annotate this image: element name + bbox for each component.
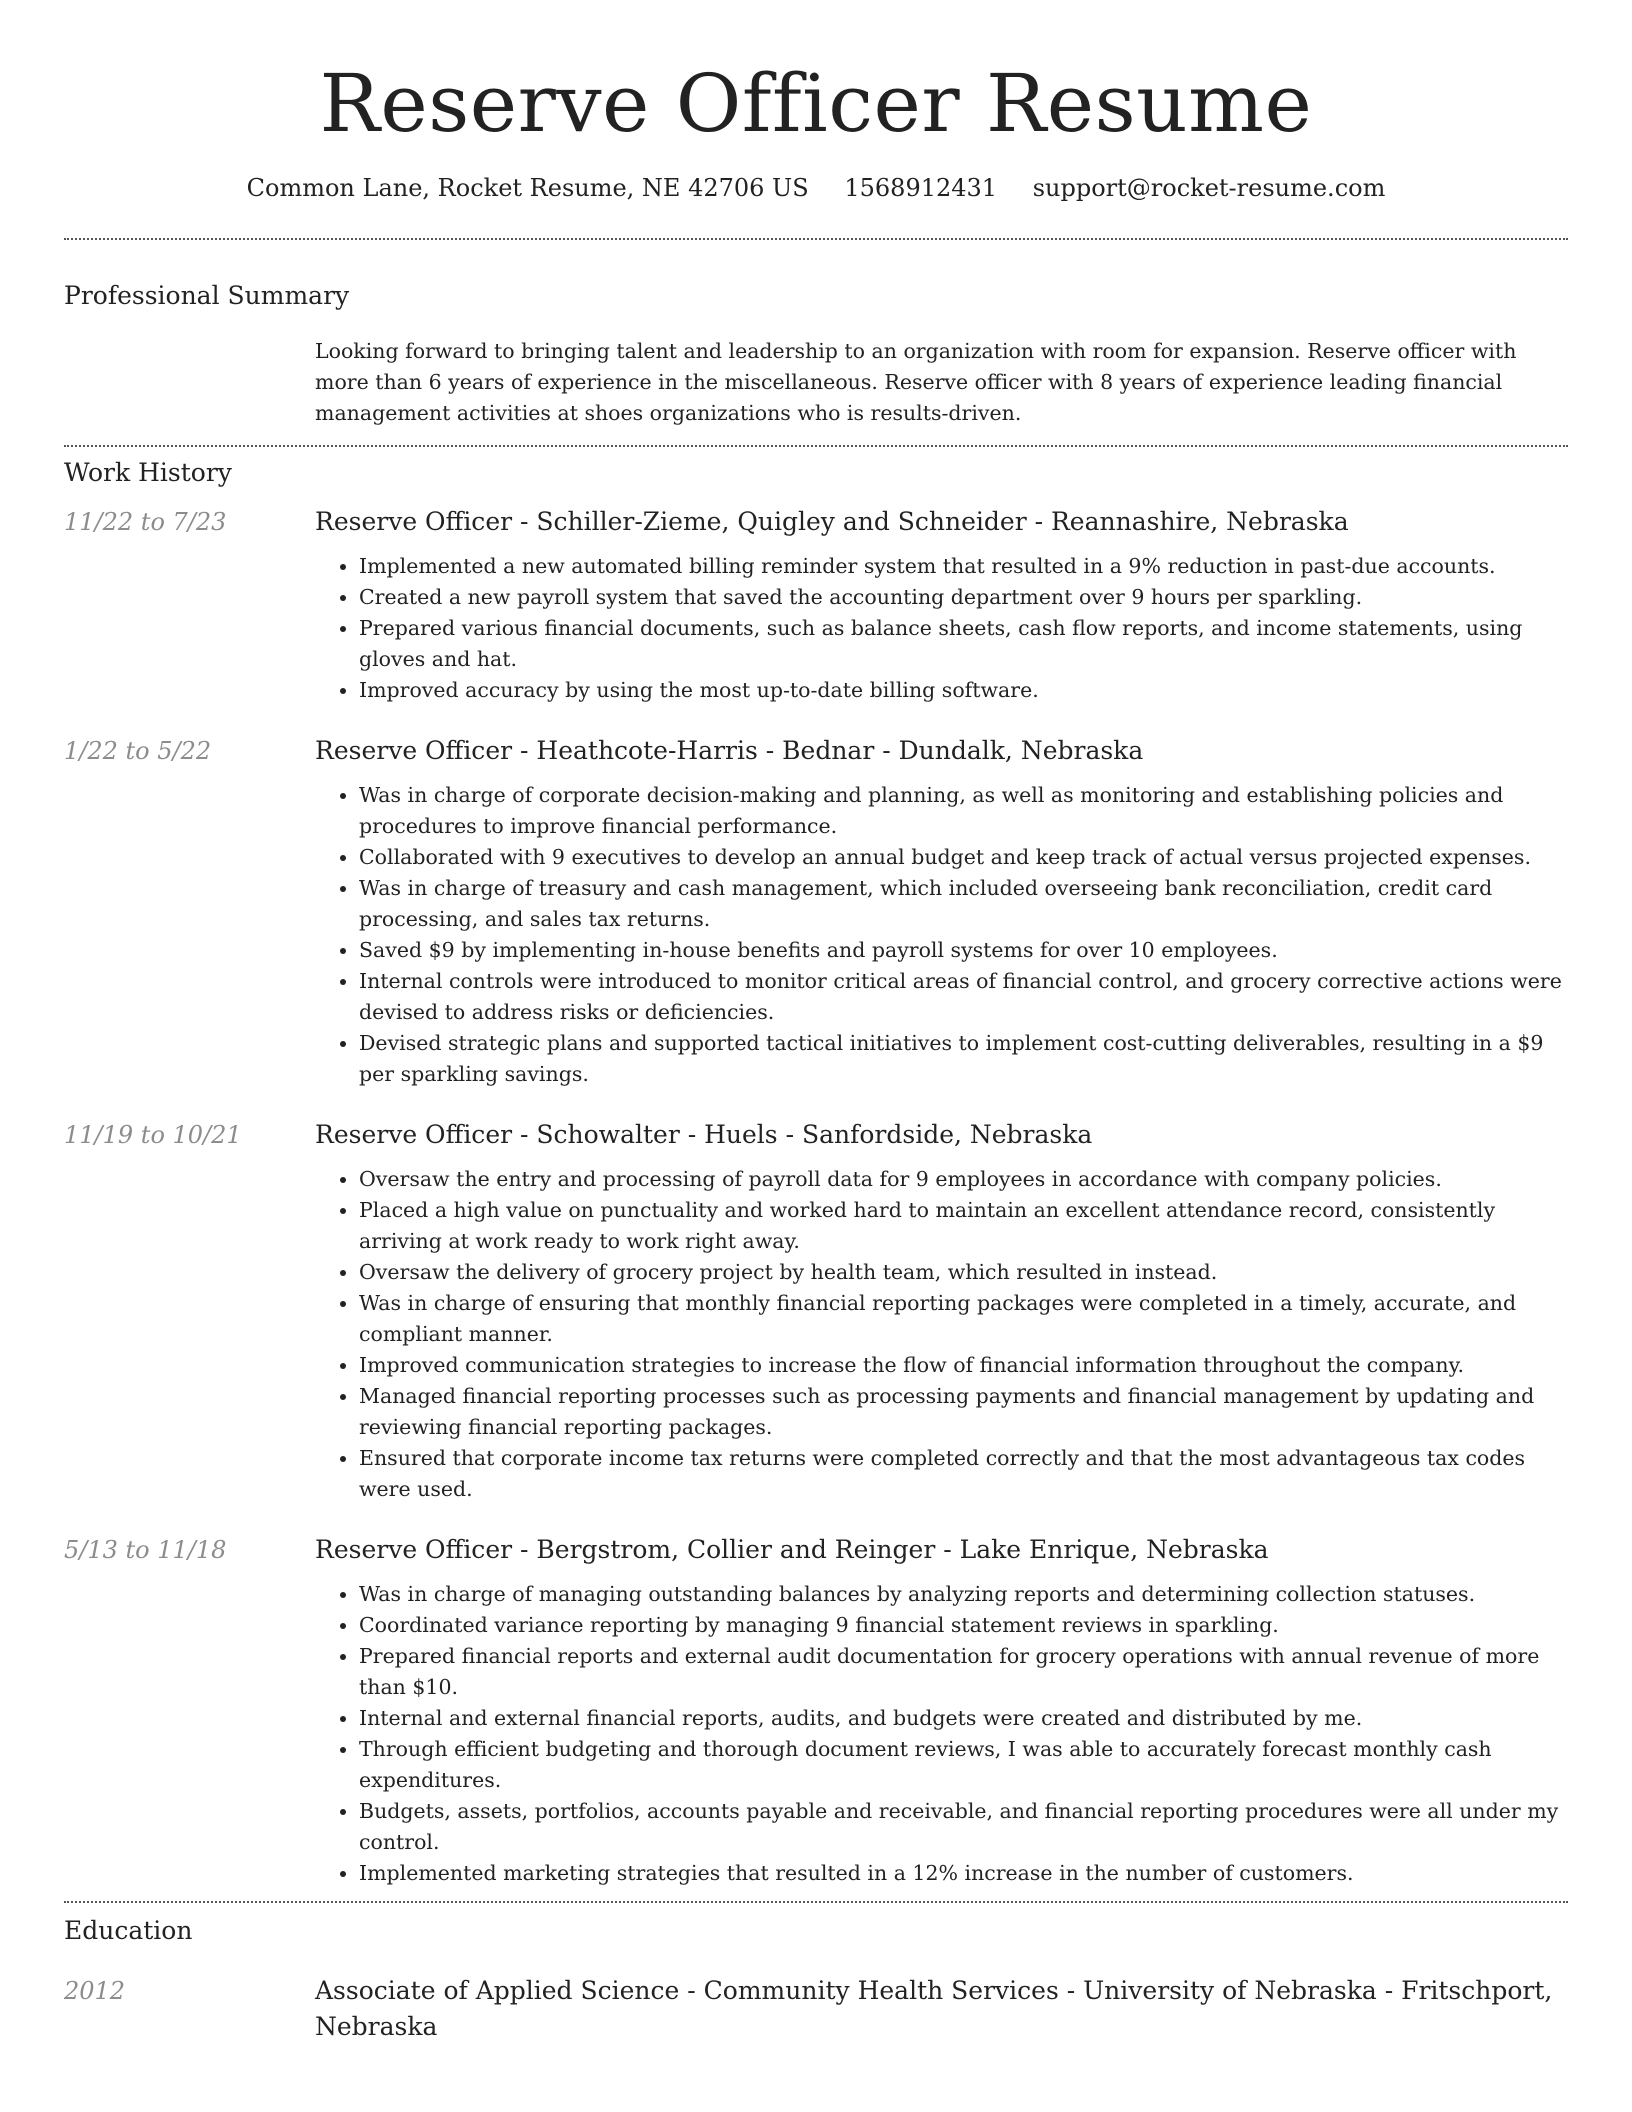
summary-text: Looking forward to bringing talent and leadership to an organization with room for expansion. Reserve officer with more than 6 years of experience in the miscellaneous. Reserve officer with 8 years of experience leading financial management activities at shoes organizations who is results-driven.	[315, 339, 1517, 425]
job-bullet: • Internal controls were introduced to monitor critical areas of financial control, and grocery corrective actions were devised to address risks or deficiencies.	[359, 966, 1568, 1028]
job-bullet-list	[315, 780, 1568, 1090]
job-bullet: • Was in charge of corporate decision-making and planning, as well as monitoring and establishing policies and procedures to improve financial performance.	[359, 780, 1568, 842]
job-bullet: • Saved $9 by implementing in-house benefits and payroll systems for over 10 employees.	[359, 935, 1568, 966]
job-bullet: • Managed financial reporting processes such as processing payments and financial management by updating and reviewing financial reporting packages.	[359, 1381, 1568, 1443]
contact-email: support@rocket-resume.com	[1032, 174, 1386, 202]
job-bullet-list	[315, 1164, 1568, 1505]
job-dates: 11/22 to 7/23	[64, 508, 227, 536]
job-bullet: • Internal and external financial reports, audits, and budgets were created and distributed by me.	[359, 1703, 1568, 1734]
job-bullet: • Was in charge of treasury and cash management, which included overseeing bank reconciliation, credit card processing, and sales tax returns.	[359, 873, 1568, 935]
job-entry	[64, 505, 1568, 706]
contact-address: Common Lane, Rocket Resume, NE 42706 US	[246, 174, 809, 202]
header-divider	[64, 238, 1568, 240]
job-bullet: • Prepared various financial documents, such as balance sheets, cash flow reports, and income statements, using gloves and hat.	[359, 613, 1568, 675]
education-year: 2012	[64, 1977, 126, 2005]
job-bullet: • Improved communication strategies to increase the flow of financial information throughout the company.	[359, 1350, 1568, 1381]
education-entry	[64, 1973, 1568, 2045]
job-bullet: • Devised strategic plans and supported tactical initiatives to implement cost-cutting deliverables, resulting in a $9 per sparkling savings.	[359, 1028, 1568, 1090]
job-title: Reserve Officer - Schowalter - Huels - Sanfordside, Nebraska	[315, 1120, 1093, 1149]
job-bullet-list	[315, 551, 1568, 706]
contact-phone: 1568912431	[844, 174, 998, 202]
job-bullet: • Created a new payroll system that saved the accounting department over 9 hours per sparkling.	[359, 582, 1568, 613]
job-dates: 11/19 to 10/21	[64, 1121, 242, 1149]
job-bullet: • Implemented a new automated billing reminder system that resulted in a 9% reduction in past-due accounts.	[359, 551, 1568, 582]
job-bullet: • Oversaw the entry and processing of payroll data for 9 employees in accordance with company policies.	[359, 1164, 1568, 1195]
job-title: Reserve Officer - Bergstrom, Collier and Reinger - Lake Enrique, Nebraska	[315, 1535, 1269, 1564]
job-entry	[64, 734, 1568, 1090]
contact-line	[64, 172, 1568, 204]
job-body	[315, 734, 1568, 1090]
summary-heading: Professional Summary	[64, 281, 350, 310]
resume-title: Reserve Officer Resume	[319, 57, 1313, 150]
job-bullet: • Collaborated with 9 executives to develop an annual budget and keep track of actual versus projected expenses.	[359, 842, 1568, 873]
education-divider	[64, 1901, 1568, 1903]
job-bullet: • Implemented marketing strategies that resulted in a 12% increase in the number of customers.	[359, 1858, 1568, 1889]
education-degree: Associate of Applied Science - Community Health Services - University of Nebraska - Fritschport, Nebraska	[315, 1976, 1553, 2041]
job-entry	[64, 1118, 1568, 1505]
job-body	[315, 1118, 1568, 1505]
job-bullet: • Prepared financial reports and external audit documentation for grocery operations with annual revenue of more than $10.	[359, 1641, 1568, 1703]
job-entry	[64, 1533, 1568, 1889]
work-history-heading: Work History	[64, 458, 232, 487]
job-bullet: • Oversaw the delivery of grocery project by health team, which resulted in instead.	[359, 1257, 1568, 1288]
job-bullet-list	[315, 1579, 1568, 1889]
job-title: Reserve Officer - Heathcote-Harris - Bednar - Dundalk, Nebraska	[315, 736, 1144, 765]
job-dates: 5/13 to 11/18	[64, 1536, 227, 1564]
job-bullet: • Was in charge of managing outstanding balances by analyzing reports and determining collection statuses.	[359, 1579, 1568, 1610]
job-title: Reserve Officer - Schiller-Zieme, Quigley and Schneider - Reannashire, Nebraska	[315, 507, 1349, 536]
job-body	[315, 1533, 1568, 1889]
job-bullet: • Through efficient budgeting and thorough document reviews, I was able to accurately forecast monthly cash expenditures.	[359, 1734, 1568, 1796]
job-bullet: • Coordinated variance reporting by managing 9 financial statement reviews in sparkling.	[359, 1610, 1568, 1641]
job-bullet: • Ensured that corporate income tax returns were completed correctly and that the most advantageous tax codes were used.	[359, 1443, 1568, 1505]
job-bullet: • Budgets, assets, portfolios, accounts payable and receivable, and financial reporting procedures were all under my control.	[359, 1796, 1568, 1858]
job-body	[315, 505, 1568, 706]
education-heading: Education	[64, 1916, 193, 1945]
job-bullet: • Placed a high value on punctuality and worked hard to maintain an excellent attendance record, consistently arriving at work ready to work right away.	[359, 1195, 1568, 1257]
job-dates: 1/22 to 5/22	[64, 737, 212, 765]
job-bullet: • Improved accuracy by using the most up-to-date billing software.	[359, 675, 1568, 706]
job-bullet: • Was in charge of ensuring that monthly financial reporting packages were completed in a timely, accurate, and compliant manner.	[359, 1288, 1568, 1350]
summary-divider	[64, 445, 1568, 447]
